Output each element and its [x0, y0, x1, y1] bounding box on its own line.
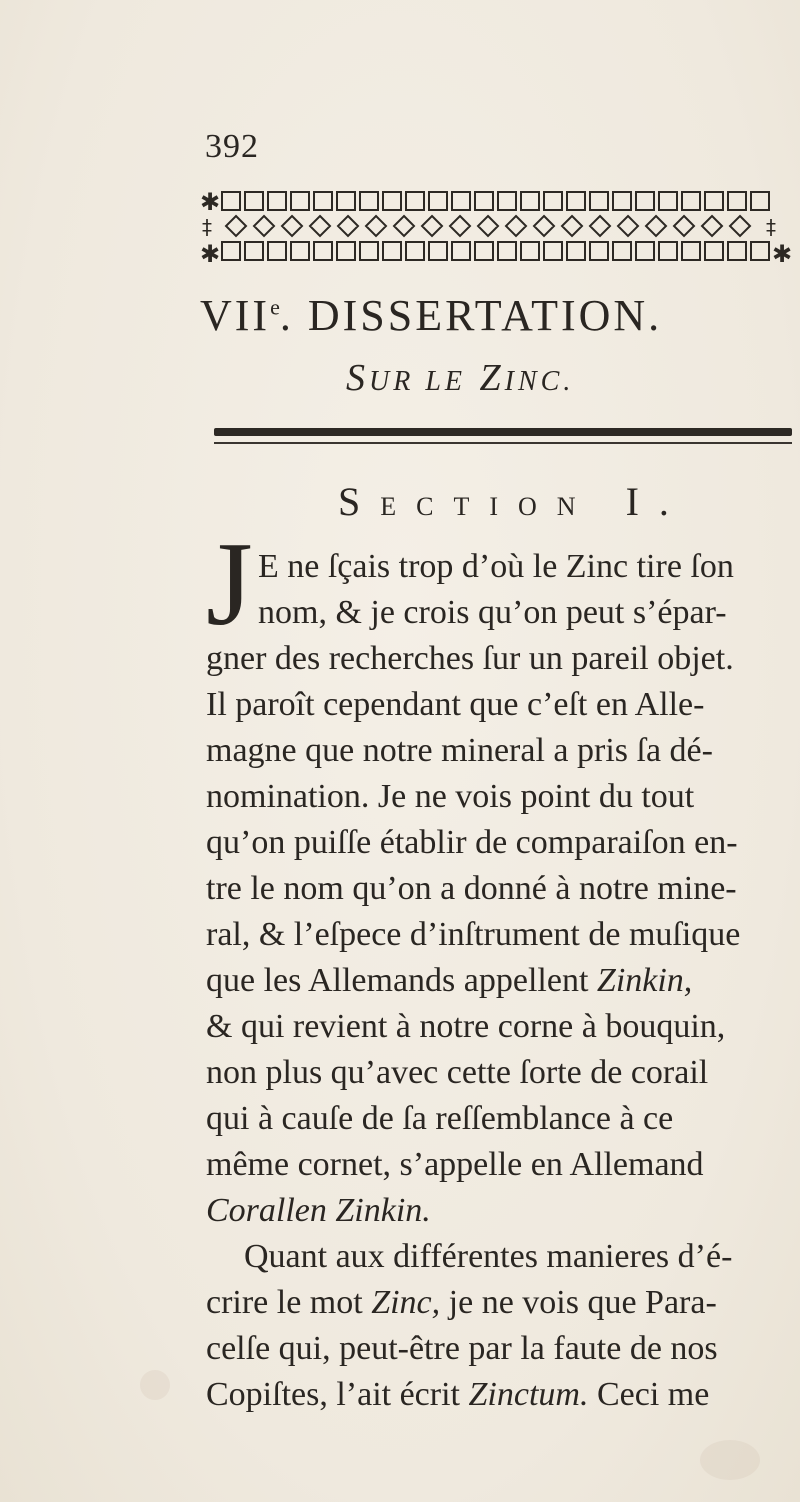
svg-text:✱: ✱ [772, 240, 793, 268]
section-number: I. [595, 479, 689, 524]
text-line: E ne ſçais trop d’où le Zinc tire ſon [258, 548, 734, 585]
section-initial: S [338, 479, 381, 524]
paper-stain [700, 1440, 760, 1480]
text-line: même cornet, s’appelle en Allemand [206, 1146, 704, 1183]
text-line [206, 1188, 431, 1234]
text-line: magne que notre mineral a pris ſa dé- [206, 732, 713, 769]
text-line: & qui revient à notre corne à bouquin, [206, 1008, 726, 1045]
title-superscript: e [270, 294, 280, 320]
svg-text:✱: ✱ [200, 240, 221, 268]
italic-term: Corallen Zinkin. [206, 1192, 431, 1229]
text-line: celſe qui, peut-être par la faute de nos [206, 1330, 718, 1367]
text-line [206, 958, 692, 1004]
text-line: Quant aux différentes manieres d’é- [244, 1238, 733, 1275]
subtitle-small-caps-z: INC. [504, 366, 575, 397]
dissertation-subtitle [346, 356, 746, 400]
text-line: gner des recherches ſur un pareil objet. [206, 640, 734, 677]
subtitle-small-caps: UR LE [369, 366, 466, 397]
title-text: . DISSERTATION. [279, 291, 663, 340]
italic-term: Zinkin, [596, 962, 693, 999]
text-line: non plus qu’avec cette ſorte de corail [206, 1054, 709, 1091]
dissertation-title [200, 290, 760, 341]
text-span: Copiſtes, l’ait écrit [206, 1376, 460, 1413]
subtitle-initial: S [346, 357, 369, 399]
text-line: nomination. Je ne vois point du tout [206, 778, 695, 815]
svg-text:‡: ‡ [766, 215, 776, 239]
italic-term: Zinc, [371, 1284, 441, 1321]
text-line [206, 1280, 717, 1326]
text-line: nom, & je crois qu’on peut s’épar- [258, 594, 727, 631]
ornamental-header-band [200, 188, 793, 268]
subtitle-initial-z: Z [466, 357, 505, 399]
text-span: Ceci me [596, 1376, 710, 1413]
star-ornament-icon: ✱ [200, 188, 221, 216]
text-span: que les Allemands appellent [206, 962, 589, 999]
text-span: crire le mot [206, 1284, 363, 1321]
italic-term: Zinctum. [468, 1376, 589, 1413]
section-heading [338, 478, 758, 525]
divider-thin [214, 442, 792, 444]
paper-stain [140, 1370, 170, 1400]
text-line: Il paroît cependant que c’eſt en Alle- [206, 686, 705, 723]
text-line: tre le nom qu’on a donné à notre mine- [206, 870, 737, 907]
svg-text:‡: ‡ [202, 215, 212, 239]
section-small-caps: ECTION [380, 492, 596, 521]
text-line: qu’on puiſſe établir de comparaiſon en- [206, 824, 738, 861]
text-span: je ne vois que Para- [440, 1284, 717, 1321]
text-line: ral, & l’eſpece d’inſtrument de muſique [206, 916, 741, 953]
drop-cap: J [206, 517, 253, 650]
text-line [206, 1372, 709, 1418]
divider-thick [214, 428, 792, 436]
title-roman-numeral: VII [200, 291, 271, 340]
page-number: 392 [205, 128, 259, 165]
text-line: qui à cauſe de ſa reſſemblance à ce [206, 1100, 674, 1137]
